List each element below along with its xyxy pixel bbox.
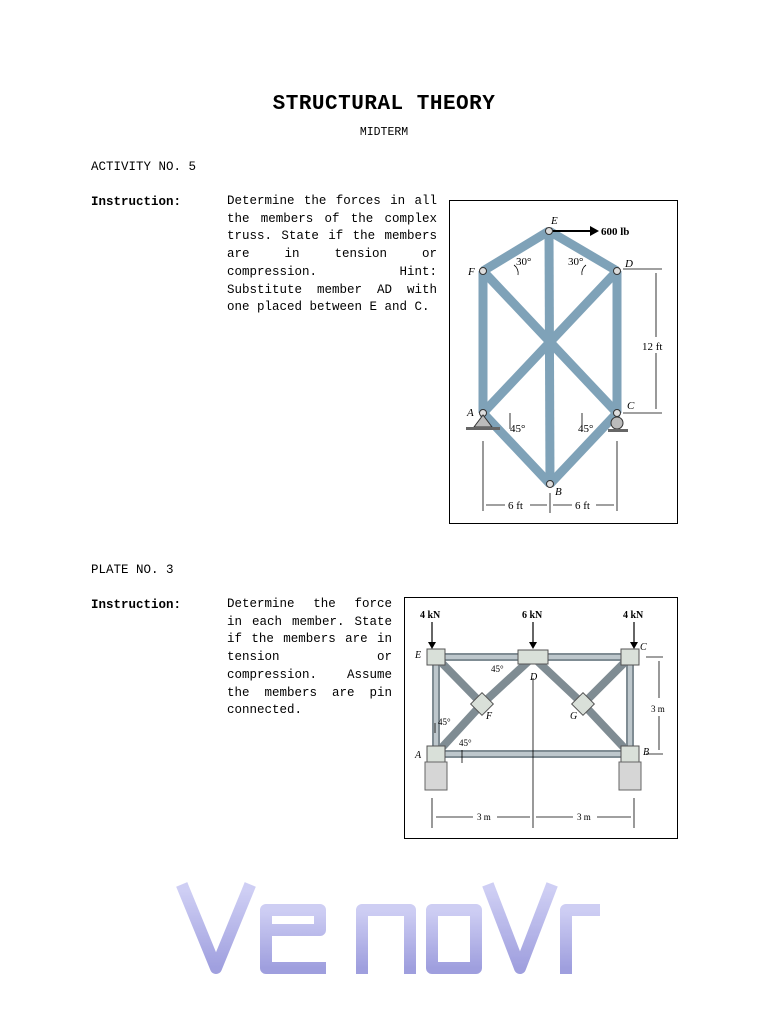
node-label-g: G	[570, 711, 578, 722]
load-label-right: 4 kN	[623, 610, 644, 621]
angle-label-3: 45°	[510, 423, 526, 435]
node-label-b: B	[643, 747, 650, 758]
node-label-c: C	[627, 400, 635, 412]
angle-label-4: 45°	[578, 423, 594, 435]
dimension-12ft: 12 ft	[642, 341, 663, 353]
node-label-d: D	[625, 258, 633, 270]
watermark-logo-art	[170, 870, 600, 1000]
activity-heading: ACTIVITY NO. 5	[91, 160, 197, 174]
node-label-a: A	[467, 407, 474, 419]
dimension-width-left: 3 m	[477, 812, 491, 822]
node-label-b: B	[555, 486, 562, 498]
plate-instruction-text: Determine the force in each member. State if the members are in tension or compression. Assume the members are pin connected.	[227, 597, 392, 718]
load-label-left: 4 kN	[420, 610, 441, 621]
angle-label-2: 45°	[438, 717, 451, 727]
pin-truss-diagram	[405, 598, 677, 838]
dimension-6ft-left: 6 ft	[508, 500, 523, 512]
angle-label-1: 30°	[516, 256, 532, 268]
angle-label-1: 45°	[491, 664, 504, 674]
page-title: STRUCTURAL THEORY	[272, 93, 496, 116]
page-subtitle: MIDTERM	[359, 126, 409, 139]
truss-figure-1	[449, 200, 678, 524]
node-label-e: E	[415, 650, 422, 661]
node-label-e: E	[551, 215, 558, 227]
node-label-a: A	[415, 750, 422, 761]
plate-instruction-label: Instruction:	[91, 598, 182, 612]
node-label-f: F	[486, 711, 493, 722]
node-label-c: C	[640, 642, 647, 653]
load-label-center: 6 kN	[522, 610, 543, 621]
load-label: 600 lb	[601, 226, 630, 238]
activity-instruction-text: Determine the forces in all the members of the complex truss. State if the members are in tension or compression. Hint: Substitute member AD with one placed between E and C.	[227, 194, 437, 315]
dimension-6ft-right: 6 ft	[575, 500, 590, 512]
activity-instruction-label: Instruction:	[91, 195, 182, 209]
plate-heading: PLATE NO. 3	[91, 563, 174, 577]
node-label-d: D	[530, 672, 538, 683]
truss-figure-2	[404, 597, 678, 839]
dimension-height: 3 m	[651, 704, 665, 714]
node-label-f: F	[468, 266, 475, 278]
dimension-width-right: 3 m	[577, 812, 591, 822]
complex-truss-diagram	[450, 201, 677, 523]
angle-label-2: 30°	[568, 256, 584, 268]
watermark-logo	[170, 870, 600, 1000]
angle-label-3: 45°	[459, 738, 472, 748]
